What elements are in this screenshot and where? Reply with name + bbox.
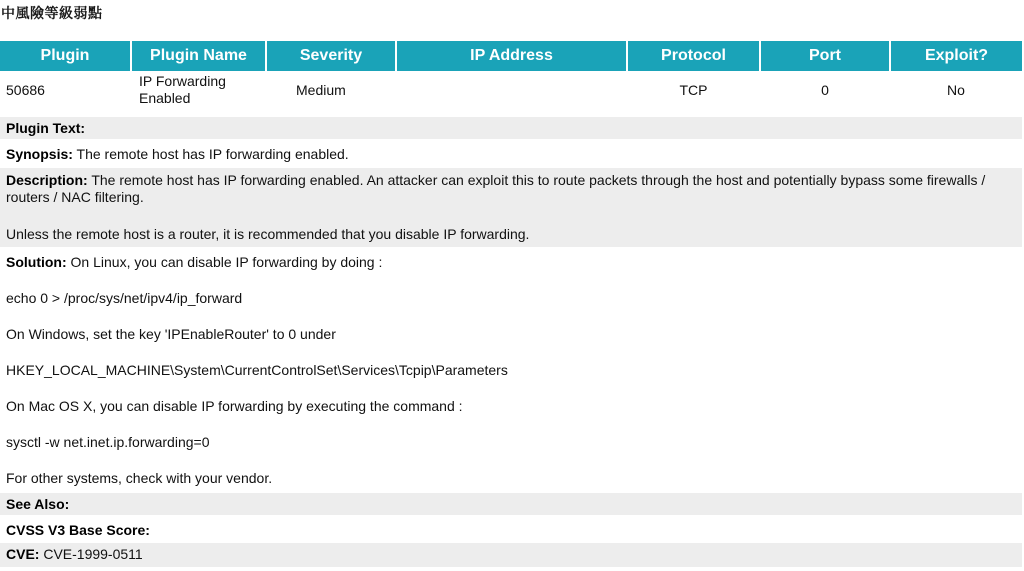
see-also-row xyxy=(0,493,1022,515)
cell-exploit: No xyxy=(947,82,965,98)
cvss-row xyxy=(0,519,1022,541)
column-header-port: Port xyxy=(760,41,890,71)
solution-label: Solution: xyxy=(6,254,67,270)
solution-line: On Linux, you can disable IP forwarding by doing : xyxy=(70,254,383,270)
cell-port: 0 xyxy=(821,82,829,98)
cell-severity: Medium xyxy=(296,82,346,98)
cell-ip-address xyxy=(396,71,627,109)
solution-line: echo 0 > /proc/sys/net/ipv4/ip_forward xyxy=(6,290,243,306)
description-row xyxy=(0,168,1022,247)
synopsis-label: Synopsis: xyxy=(6,146,73,162)
column-header-ip-address: IP Address xyxy=(396,41,627,71)
cell-protocol: TCP xyxy=(679,82,708,98)
column-header-protocol: Protocol xyxy=(627,41,760,71)
table-header-row xyxy=(0,41,1022,71)
cell-plugin-id: 50686 xyxy=(6,82,45,98)
synopsis-text: The remote host has IP forwarding enabled. xyxy=(76,146,349,162)
plugin-text-label: Plugin Text: xyxy=(6,120,86,136)
plugin-text-row xyxy=(0,117,1022,139)
solution-line: sysctl -w net.inet.ip.forwarding=0 xyxy=(6,434,210,450)
synopsis-row xyxy=(0,143,1022,165)
solution-line: On Mac OS X, you can disable IP forwarding by executing the command : xyxy=(6,398,463,414)
column-header-exploit: Exploit? xyxy=(890,41,1022,71)
description-text: The remote host has IP forwarding enabled. An attacker can exploit this to route packets through the host and potentially bypass some firewalls / routers / NAC filtering. xyxy=(6,172,986,205)
column-header-severity: Severity xyxy=(266,41,396,71)
see-also-label: See Also: xyxy=(6,496,70,512)
column-header-plugin: Plugin xyxy=(0,41,131,71)
description-label: Description: xyxy=(6,172,88,188)
column-header-plugin-name: Plugin Name xyxy=(131,41,266,71)
page-title: 中風險等級弱點 xyxy=(1,6,103,22)
cve-value: CVE-1999-0511 xyxy=(43,546,143,562)
description-text-2: Unless the remote host is a router, it is recommended that you disable IP forwarding. xyxy=(6,226,530,242)
cvss-label: CVSS V3 Base Score: xyxy=(6,522,150,538)
solution-line: HKEY_LOCAL_MACHINE\System\CurrentControlSet\Services\Tcpip\Parameters xyxy=(6,362,508,378)
cell-plugin-name: IP Forwarding Enabled xyxy=(139,73,226,106)
cve-row xyxy=(0,543,1022,567)
vulnerability-table xyxy=(0,41,1022,109)
solution-row xyxy=(0,251,1022,489)
table-row xyxy=(0,71,1022,109)
solution-line: For other systems, check with your vendor. xyxy=(6,470,273,486)
cve-label: CVE: xyxy=(6,546,40,562)
solution-line: On Windows, set the key 'IPEnableRouter' to 0 under xyxy=(6,326,336,342)
